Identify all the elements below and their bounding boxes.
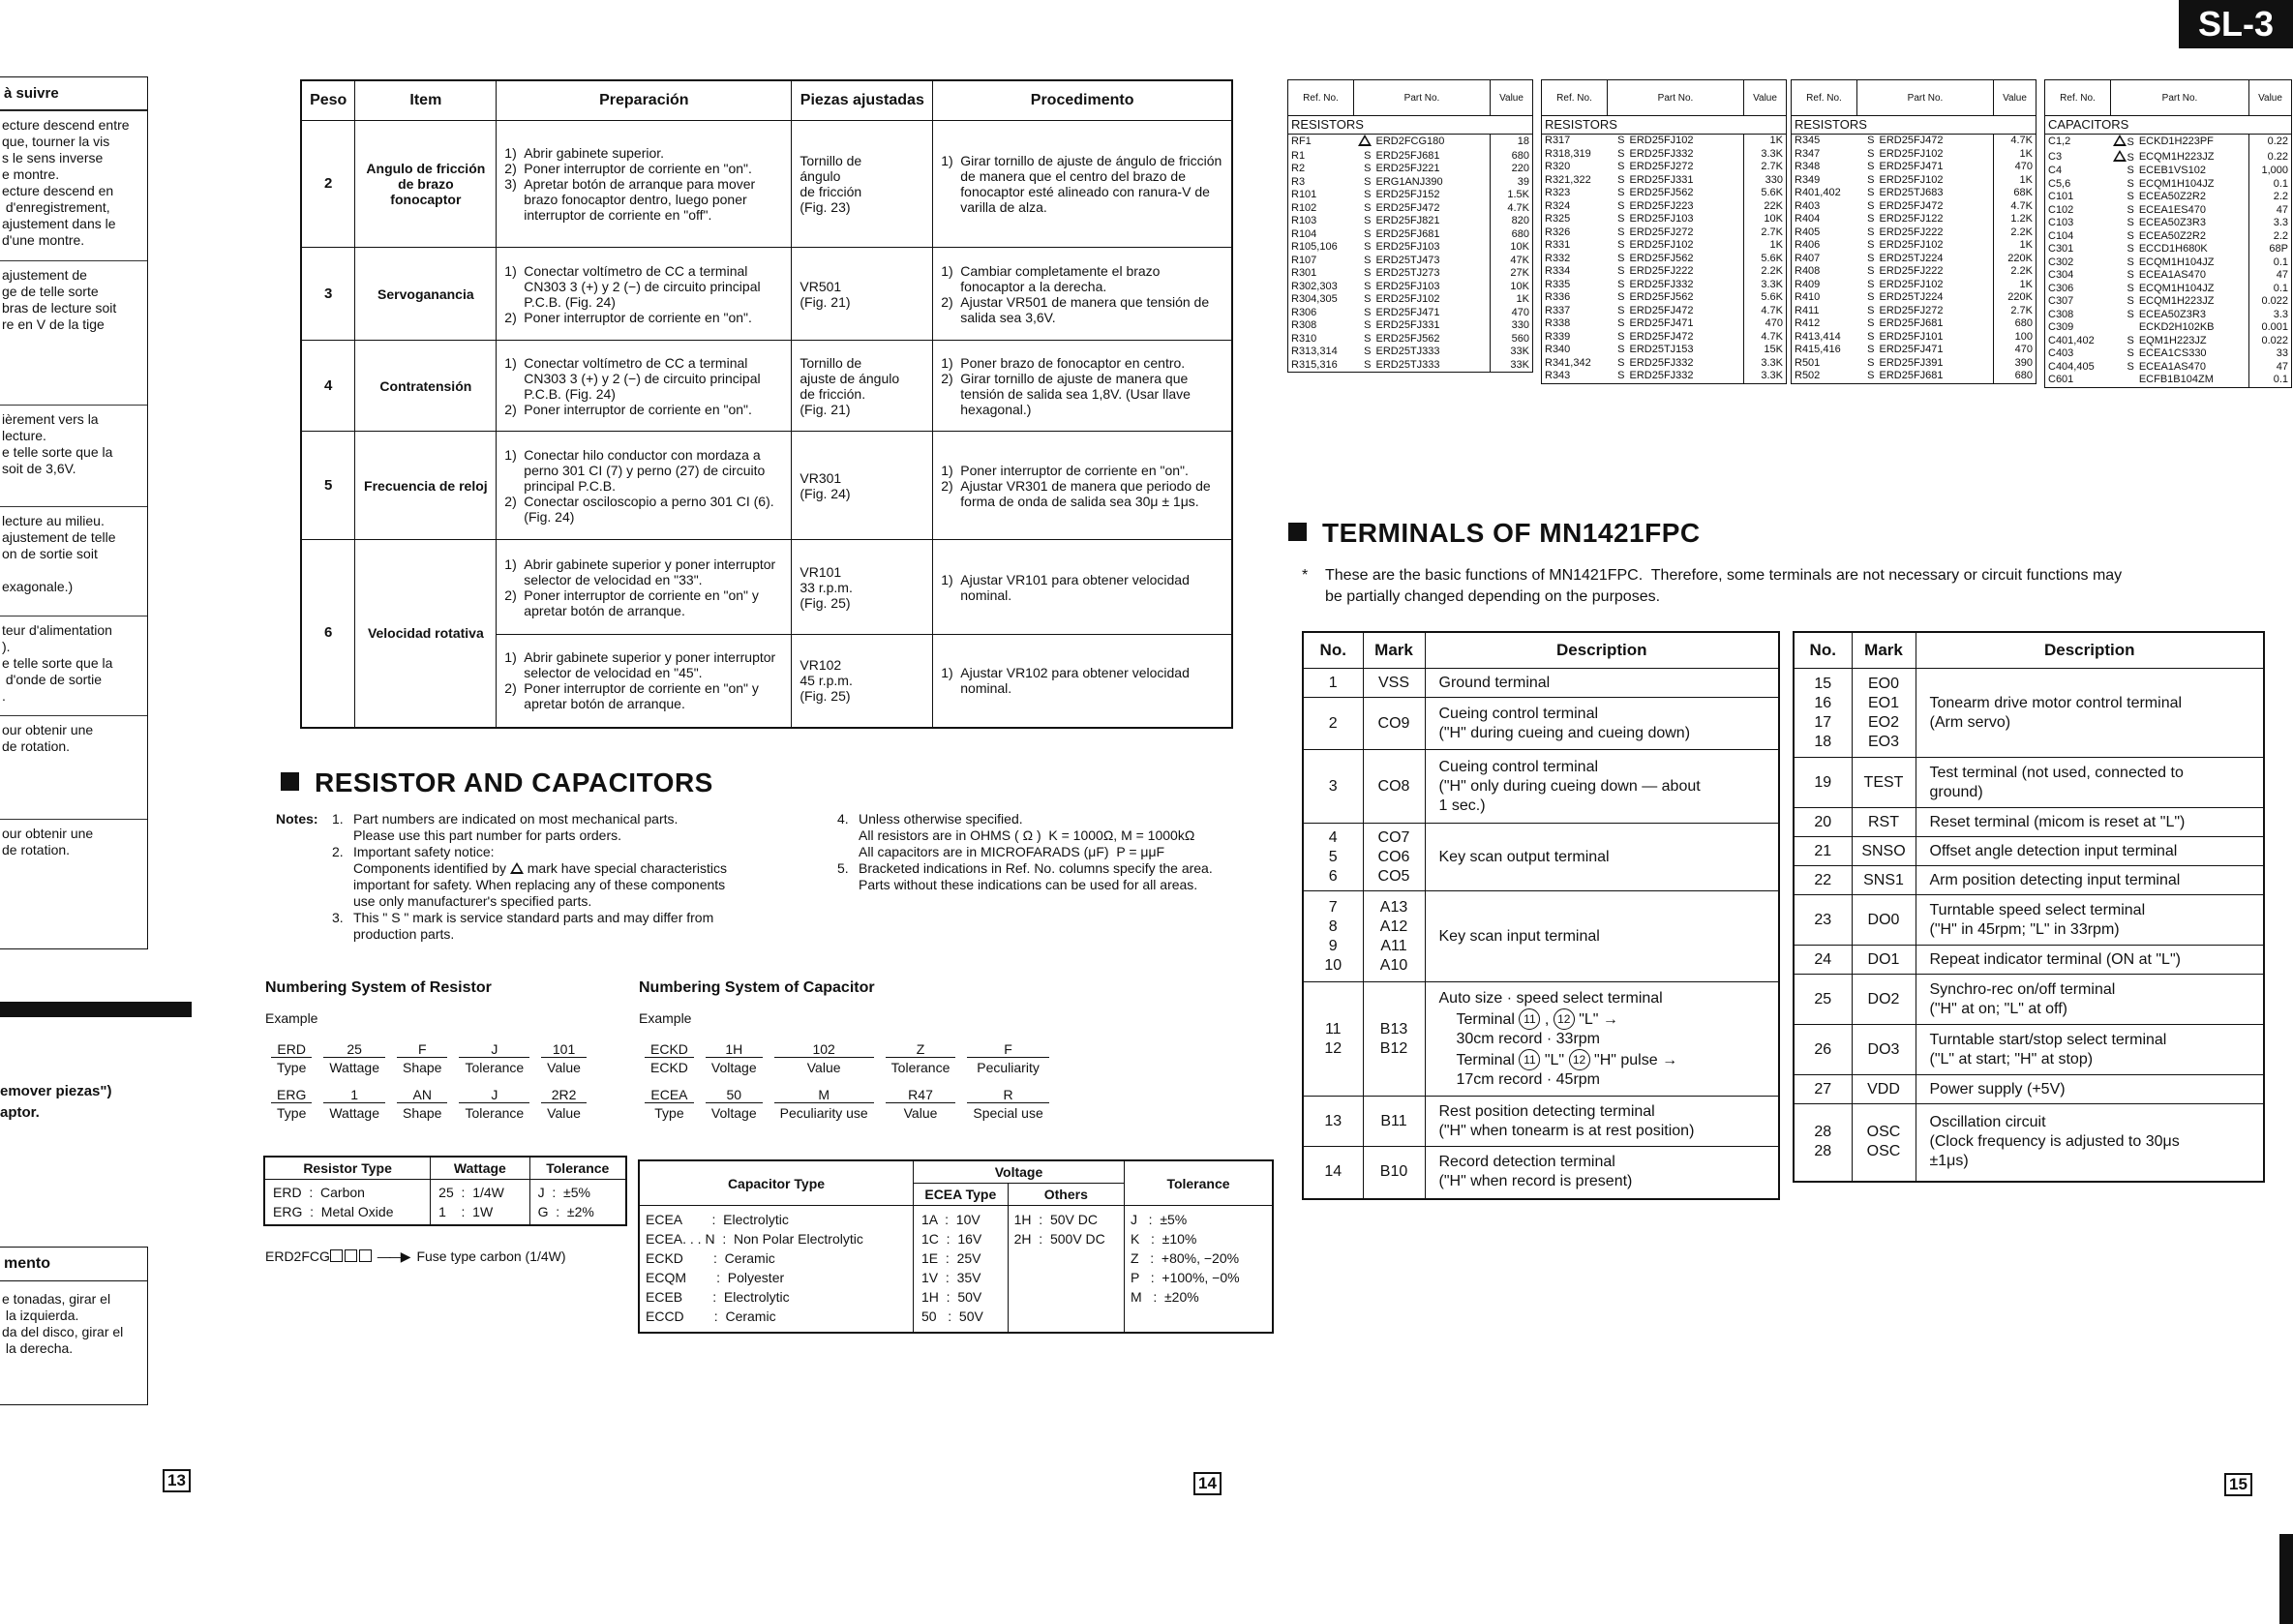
table-row: R105,106 S ERD25FJ103 10K (1288, 241, 1533, 255)
col-part-no: Part No. (1608, 80, 1744, 116)
table-row: R102 S ERD25FJ472 4.7K (1288, 202, 1533, 216)
table-row: C403 S ECEA1CS330 33 (2045, 347, 2292, 361)
col-ref-no: Ref. No. (1542, 80, 1608, 116)
left-section-7: our obtenir une de rotation. (0, 819, 147, 891)
table-row: R101 S ERD25FJ152 1.5K (1288, 189, 1533, 202)
table-row: R408 S ERD25FJ222 2.2K (1792, 265, 2037, 279)
col-value: Value (1994, 80, 2037, 116)
prep-cell (497, 121, 792, 248)
proc-step: 2) Girar tornillo de ajuste de manera que tensión de salida sea 1,8V. (Usar llave hexagonal.) (941, 370, 1191, 417)
resistor-numbering (265, 979, 598, 1127)
left-divider-bar (0, 1002, 192, 1017)
table-row: R324 S ERD25FJ223 22K (1542, 200, 1787, 214)
resistor-example-label: Example (265, 1010, 318, 1026)
terminals-header (1303, 632, 1779, 669)
col-item: Item (355, 80, 497, 121)
parts-list-table (1791, 79, 2037, 384)
table-row: 22 SNS1 Arm position detecting input terminal (1794, 866, 2264, 895)
table-row: C4 S ECEB1VS102 1,000 (2045, 165, 2292, 178)
table-row: 1 VSS Ground terminal (1303, 669, 1779, 698)
table-row: R411 S ERD25FJ272 2.7K (1792, 305, 2037, 318)
col-no: No. (1303, 632, 1363, 669)
table-row: C404,405 S ECEA1AS470 47 (2045, 361, 2292, 375)
table-row: R301 S ERD25TJ273 27K (1288, 267, 1533, 281)
note-2-body: Components identified by mark have special characteristics important for safety. When replacing any of these components use only manufacturer's specified parts. (353, 860, 727, 909)
left-remove-note: emover piezas") aptor. (0, 1083, 112, 1121)
left-column-header: à suivre (0, 77, 147, 110)
rt-col-type: Resistor Type (264, 1157, 431, 1180)
parts-list-table (1287, 79, 1533, 373)
table-row: R325 S ERD25FJ103 10K (1542, 213, 1787, 226)
table-row: R103 S ERD25FJ821 820 (1288, 215, 1533, 228)
parts-category: RESISTORS (1288, 116, 1533, 135)
terminals-note: * These are the basic functions of MN1421FPC. Therefore, some terminals are not necessary or circuit functions may be partially changed depending on the purposes. (1302, 567, 2123, 605)
capacitor-numbering (639, 979, 1061, 1127)
capacitor-example-label: Example (639, 1010, 692, 1026)
ct-col-tolerance: Tolerance (1125, 1160, 1274, 1206)
peso-cell: 2 (301, 121, 355, 248)
adjustment-table-header (301, 80, 1232, 121)
proc-cell (933, 121, 1232, 248)
piezas-cell: Tornillo de ajuste de ángulo de fricción. (Fig. 21) (792, 341, 933, 432)
proc-step: 1) Girar tornillo de ajuste de ángulo de fricción de manera que el centro del brazo de fonocaptor esté alineado con ranura-V de varilla de alza. (941, 153, 1222, 215)
note-5: 5. Bracketed indications in Ref. No. columns specify the area. Parts without these indications can be used for all areas. (837, 860, 1213, 892)
table-row: R410 S ERD25TJ224 220K (1792, 291, 2037, 305)
table-row: R335 S ERD25FJ332 3.3K (1542, 279, 1787, 292)
parts-category: RESISTORS (1542, 116, 1787, 135)
prep-step: 1) Conectar voltímetro de CC a terminal CN303 3 (+) y 2 (−) de circuito principal P.C.B. (Fig. 24) (504, 262, 761, 310)
table-row: R318,319 S ERD25FJ332 3.3K (1542, 148, 1787, 162)
item-cell: Contratensión (355, 341, 497, 432)
left-lower-box (0, 1247, 148, 1405)
item-cell: Angulo de fricción de brazo fonocaptor (355, 121, 497, 248)
table-row (301, 432, 1232, 540)
note-2: 2. Important safety notice: (332, 844, 495, 859)
peso-cell: 6 (301, 540, 355, 728)
table-row: 7 8 9 10 A13 A12 A11 A10 Key scan input terminal (1303, 891, 1779, 982)
table-row: R1 S ERD25FJ681 680 (1288, 150, 1533, 164)
col-peso: Peso (301, 80, 355, 121)
table-row: R107 S ERD25TJ473 47K (1288, 255, 1533, 268)
table-row: C306 S ECQM1H104JZ 0.1 (2045, 283, 2292, 296)
col-ref-no: Ref. No. (2045, 80, 2111, 116)
table-row: R415,416 S ERD25FJ471 470 (1792, 344, 2037, 357)
notes-left (276, 811, 779, 943)
table-row: R343 S ERD25FJ332 3.3K (1542, 370, 1787, 383)
terminals-title: TERMINALS OF MN1421FPC (1288, 518, 1701, 549)
arrow-right-icon: ——▶ (377, 1248, 409, 1264)
table-row: 13 B11 Rest position detecting terminal ("H" when tonearm is at rest position) (1303, 1097, 1779, 1147)
table-row: 4 5 6 CO7 CO6 CO5 Key scan output terminal (1303, 824, 1779, 891)
table-row: R336 S ERD25FJ562 5.6K (1542, 291, 1787, 305)
fuse-note: ERD2FCG ——▶ Fuse type carbon (1/4W) (265, 1248, 566, 1264)
prep-step: 3) Apretar botón de arranque para mover brazo fonocaptor dentro, luego poner interruptor de corriente en "off". (504, 176, 756, 223)
ct-ecea-values: 1A : 10V 1C : 16V 1E : 25V 1V : 35V 1H : 50V 50 : 50V (914, 1206, 1009, 1334)
col-part-no: Part No. (1354, 80, 1491, 116)
table-row: R407 S ERD25TJ224 220K (1792, 253, 2037, 266)
notes-right (837, 811, 1273, 893)
safety-triangle-icon (510, 862, 524, 874)
table-row: R306 S ERD25FJ471 470 (1288, 307, 1533, 320)
page-number-15: 15 (2224, 1473, 2252, 1496)
proc-step: 2) Ajustar VR501 de manera que tensión de salida sea 3,6V. (941, 293, 1210, 325)
model-badge: SL-3 (2179, 0, 2293, 48)
peso-cell: 4 (301, 341, 355, 432)
item-cell: Velocidad rotativa (355, 540, 497, 728)
ct-tolerance-values: J : ±5% K : ±10% Z : +80%, −20% P : +100%, −0% M : ±20% (1125, 1206, 1274, 1334)
table-row: C5,6 S ECQM1H104JZ 0.1 (2045, 178, 2292, 192)
left-lower-text: e tonadas, girar el la izquierda. da del disco, girar el la derecha. (2, 1291, 124, 1356)
terminal-11-circle: 11 (1519, 1049, 1540, 1070)
rt-type-values: ERD : Carbon ERG : Metal Oxide (264, 1180, 431, 1226)
prep-cell (497, 635, 792, 728)
prep-step: 1) Abrir gabinete superior y poner interruptor selector de velocidad en "45". (504, 649, 776, 681)
table-row (301, 341, 1232, 432)
table-row: R2 S ERD25FJ221 220 (1288, 163, 1533, 176)
table-row: R501 S ERD25FJ391 390 (1792, 357, 2037, 371)
table-row: R337 S ERD25FJ472 4.7K (1542, 305, 1787, 318)
proc-step: 1) Cambiar completamente el brazo fonocaptor a la derecha. (941, 262, 1161, 294)
table-row: 23 DO0 Turntable speed select terminal ("H" in 45rpm; "L" in 33rpm) (1794, 895, 2264, 946)
resistor-numbering-table: ERD 25 F J 101 Type Wattage Shape Tolerance Value ERG 1 AN J 2R2 Type Wattage Shape Tolerance Value (259, 1036, 598, 1127)
table-row: C103 S ECEA50Z3R3 3.3 (2045, 217, 2292, 230)
table-row: R304,305 S ERD25FJ102 1K (1288, 293, 1533, 307)
table-row: R406 S ERD25FJ102 1K (1792, 239, 2037, 253)
piezas-cell: VR501 (Fig. 21) (792, 248, 933, 341)
terminals-table-left (1302, 631, 1780, 1200)
table-row: C309 ECKD2H102KB 0.001 (2045, 321, 2292, 335)
table-row: R338 S ERD25FJ471 470 (1542, 317, 1787, 331)
safety-triangle-icon (2113, 135, 2127, 146)
proc-cell (933, 248, 1232, 341)
prep-step: 1) Abrir gabinete superior y poner interruptor selector de velocidad en "33". (504, 556, 776, 587)
col-part-no: Part No. (1857, 80, 1994, 116)
prep-cell (497, 540, 792, 635)
table-row: R332 S ERD25FJ562 5.6K (1542, 253, 1787, 266)
table-row: R104 S ERD25FJ681 680 (1288, 228, 1533, 242)
ct-col-others: Others (1008, 1184, 1124, 1206)
section-square-icon (281, 772, 299, 791)
table-row: C401,402 S EQM1H223JZ 0.022 (2045, 335, 2292, 348)
note-1: 1. Part numbers are indicated on most mechanical parts. Please use this part number for parts orders. (332, 811, 679, 843)
col-piezas: Piezas ajustadas (792, 80, 933, 121)
section-square-icon (1288, 523, 1307, 541)
edge-bar (2279, 1534, 2293, 1624)
table-row: C3 S ECQM1H223JZ 0.22 (2045, 150, 2292, 165)
table-row: R401,402 S ERD25TJ683 68K (1792, 187, 2037, 200)
terminal-12-circle: 12 (1569, 1049, 1590, 1070)
table-row: C1,2 S ECKD1H223PF 0.22 (2045, 135, 2292, 150)
table-row: R3 S ERG1ANJ390 39 (1288, 176, 1533, 190)
item-cell: Servoganancia (355, 248, 497, 341)
table-row: 19 TEST Test terminal (not used, connected to ground) (1794, 758, 2264, 808)
table-row: 14 B10 Record detection terminal ("H" when record is present) (1303, 1147, 1779, 1199)
terminals-header (1794, 632, 2264, 669)
prep-step: 2) Poner interruptor de corriente en "on" y apretar botón de arranque. (504, 680, 759, 712)
note-4: 4. Unless otherwise specified. All resistors are in OHMS ( Ω ) K = 1000Ω, M = 1000kΩ All capacitors are in MICROFARADS (μF) P = μμF (837, 811, 1195, 859)
table-row: 26 DO3 Turntable start/stop select terminal ("L" at start; "H" at stop) (1794, 1025, 2264, 1075)
proc-cell (933, 341, 1232, 432)
col-ref-no: Ref. No. (1288, 80, 1354, 116)
left-section-6: our obtenir une de rotation. (0, 715, 147, 819)
col-preparacion: Preparación (497, 80, 792, 121)
piezas-cell: VR101 33 r.p.m. (Fig. 25) (792, 540, 933, 635)
rt-col-tolerance: Tolerance (529, 1157, 626, 1180)
table-row: 28 28 OSC OSC Oscillation circuit (Clock frequency is adjusted to 30μs ±1μs) (1794, 1104, 2264, 1182)
rt-wattage-values: 25 : 1/4W 1 : 1W (431, 1180, 529, 1226)
table-row: C301 S ECCD1H680K 68P (2045, 243, 2292, 256)
prep-step: 1) Conectar voltímetro de CC a terminal CN303 3 (+) y 2 (−) de circuito principal P.C.B. (Fig. 24) (504, 354, 761, 402)
proc-step: 1) Ajustar VR101 para obtener velocidad nominal. (941, 571, 1190, 603)
col-value: Value (1744, 80, 1787, 116)
table-row: R331 S ERD25FJ102 1K (1542, 239, 1787, 253)
prep-cell (497, 248, 792, 341)
left-lower-header: mento (0, 1248, 147, 1281)
prep-step: 2) Poner interruptor de corriente en "on". (504, 401, 752, 417)
left-continuation-box (0, 76, 148, 949)
safety-triangle-icon (2113, 150, 2127, 162)
terminal-12-circle: 12 (1554, 1008, 1575, 1030)
table-row: C601 ECFB1B104ZM 0.1 (2045, 374, 2292, 387)
col-value: Value (2249, 80, 2292, 116)
terminal-11-circle: 11 (1519, 1008, 1540, 1030)
proc-step: 1) Ajustar VR102 para obtener velocidad nominal. (941, 665, 1190, 697)
prep-step: 2) Poner interruptor de corriente en "on" y apretar botón de arranque. (504, 586, 759, 618)
table-row: R308 S ERD25FJ331 330 (1288, 319, 1533, 333)
prep-step: 1) Abrir gabinete superior. (504, 145, 665, 161)
table-row: C302 S ECQM1H104JZ 0.1 (2045, 256, 2292, 270)
table-row: R317 S ERD25FJ102 1K (1542, 135, 1787, 148)
table-row: R320 S ERD25FJ272 2.7K (1542, 161, 1787, 174)
table-row: 11 12 B13 B12 Auto size · speed select terminal Terminal 11 , 12 "L" → 30cm record · 33rpm Terminal 11 "L" 12 "H" pulse → 17cm record · 45rpm (1303, 982, 1779, 1097)
rt-col-wattage: Wattage (431, 1157, 529, 1180)
safety-triangle-icon (1358, 135, 1372, 146)
table-row: R502 S ERD25FJ681 680 (1792, 370, 2037, 383)
table-row: C307 S ECQM1H223JZ 0.022 (2045, 295, 2292, 309)
resistor-section-title: RESISTOR AND CAPACITORS (281, 767, 713, 798)
table-row: 20 RST Reset terminal (micom is reset at "L") (1794, 808, 2264, 837)
table-row: R310 S ERD25FJ562 560 (1288, 333, 1533, 346)
col-value: Value (1491, 80, 1533, 116)
proc-step: 1) Poner brazo de fonocaptor en centro. (941, 354, 1186, 371)
capacitor-numbering-table: ECKD 1H 102 Z F ECKD Voltage Value Tolerance Peculiarity ECEA 50 M R47 R Type Voltage Peculiarity use Value Special use (633, 1036, 1061, 1127)
piezas-cell: Tornillo de ángulo de fricción (Fig. 23) (792, 121, 933, 248)
proc-cell (933, 432, 1232, 540)
prep-step: 2) Conectar osciloscopio a perno 301 CI (6). (Fig. 24) (504, 493, 774, 525)
table-row: R409 S ERD25FJ102 1K (1792, 279, 2037, 292)
note-3: 3. This " S " mark is service standard parts and may differ from production parts. (332, 910, 714, 942)
table-row: R404 S ERD25FJ122 1.2K (1792, 213, 2037, 226)
col-description: Description (1425, 632, 1779, 669)
ct-type-values: ECEA : Electrolytic ECEA. . . N : Non Polar Electrolytic ECKD : Ceramic ECQM : Polyester ECEB : Electrolytic ECCD : Ceramic (639, 1206, 914, 1334)
col-part-no: Part No. (2111, 80, 2249, 116)
table-row: R340 S ERD25TJ153 15K (1542, 344, 1787, 357)
table-row: R348 S ERD25FJ471 470 (1792, 161, 2037, 174)
prep-step: 2) Poner interruptor de corriente en "on". (504, 161, 752, 176)
table-row: R302,303 S ERD25FJ103 10K (1288, 281, 1533, 294)
col-mark: Mark (1852, 632, 1916, 669)
table-row: C304 S ECEA1AS470 47 (2045, 269, 2292, 283)
table-row: C101 S ECEA50Z2R2 2.2 (2045, 191, 2292, 204)
table-row: C102 S ECEA1ES470 47 (2045, 204, 2292, 218)
col-description: Description (1916, 632, 2264, 669)
table-row: R326 S ERD25FJ272 2.7K (1542, 226, 1787, 240)
piezas-cell: VR301 (Fig. 24) (792, 432, 933, 540)
col-procedimento: Procedimento (933, 80, 1232, 121)
resistor-numbering-title: Numbering System of Resistor (265, 979, 492, 996)
table-row: 21 SNSO Offset angle detection input terminal (1794, 837, 2264, 866)
table-row: RF1 ERD2FCG180 18 (1288, 135, 1533, 150)
table-row: R413,414 S ERD25FJ101 100 (1792, 331, 2037, 345)
table-row (301, 248, 1232, 341)
prep-step: 1) Conectar hilo conductor con mordaza a perno 301 CI (7) y perno (27) de circuito principal P.C.B. (504, 446, 766, 494)
peso-cell: 5 (301, 432, 355, 540)
table-row: 2 CO9 Cueing control terminal ("H" during cueing and cueing down) (1303, 698, 1779, 750)
table-row: R323 S ERD25FJ562 5.6K (1542, 187, 1787, 200)
peso-cell: 3 (301, 248, 355, 341)
prep-step: 2) Poner interruptor de corriente en "on". (504, 309, 752, 325)
table-row: R313,314 S ERD25TJ333 33K (1288, 346, 1533, 359)
col-no: No. (1794, 632, 1852, 669)
proc-cell (933, 540, 1232, 635)
auto-size-description: Auto size · speed select terminal Terminal 11 , 12 "L" → 30cm record · 33rpm Terminal 11 "L" 12 "H" pulse → 17cm record · 45rpm (1425, 982, 1779, 1097)
capacitor-numbering-title: Numbering System of Capacitor (639, 979, 875, 996)
proc-cell (933, 635, 1232, 728)
table-row (301, 540, 1232, 635)
page-number-13: 13 (163, 1469, 191, 1492)
table-row: C104 S ECEA50Z2R2 2.2 (2045, 230, 2292, 244)
item-cell: Frecuencia de reloj (355, 432, 497, 540)
ct-col-type: Capacitor Type (639, 1160, 914, 1206)
terminals-table-right (1793, 631, 2265, 1183)
prep-cell (497, 432, 792, 540)
table-row: R315,316 S ERD25TJ333 33K (1288, 359, 1533, 373)
parts-list-table (2044, 79, 2292, 388)
proc-step: 2) Ajustar VR301 de manera que periodo de forma de onda de salida sea 30μ ± 1μs. (941, 477, 1211, 509)
table-row: R341,342 S ERD25FJ332 3.3K (1542, 357, 1787, 371)
table-row: 25 DO2 Synchro-rec on/off terminal ("H" at on; "L" at off) (1794, 975, 2264, 1025)
left-section-5: teur d'alimentation ). e telle sorte que la d'onde de sortie . (0, 616, 147, 715)
table-row (301, 121, 1232, 248)
piezas-cell: VR102 45 r.p.m. (Fig. 25) (792, 635, 933, 728)
proc-step: 1) Poner interruptor de corriente en "on". (941, 462, 1189, 478)
col-ref-no: Ref. No. (1792, 80, 1857, 116)
table-row: R403 S ERD25FJ472 4.7K (1792, 200, 2037, 214)
parts-category: CAPACITORS (2045, 116, 2292, 135)
table-row: 27 VDD Power supply (+5V) (1794, 1075, 2264, 1104)
adjustment-table (300, 79, 1233, 729)
left-section-2: ajustement de ge de telle sorte bras de lecture soit re en V de la tige (0, 260, 147, 405)
table-row: R349 S ERD25FJ102 1K (1792, 174, 2037, 188)
resistor-type-table (263, 1156, 627, 1226)
notes-label: Notes: (276, 811, 318, 827)
capacitor-type-table (638, 1159, 1274, 1334)
table-row: R347 S ERD25FJ102 1K (1792, 148, 2037, 162)
left-section-4: lecture au milieu. ajustement de telle on de sortie soit exagonale.) (0, 506, 147, 616)
table-row: 3 CO8 Cueing control terminal ("H" only during cueing down — about 1 sec.) (1303, 750, 1779, 824)
table-row: R345 S ERD25FJ472 4.7K (1792, 135, 2037, 148)
prep-cell (497, 341, 792, 432)
table-row: R334 S ERD25FJ222 2.2K (1542, 265, 1787, 279)
ct-col-ecea: ECEA Type (914, 1184, 1009, 1206)
table-row: C308 S ECEA50Z3R3 3.3 (2045, 309, 2292, 322)
table-row: 15 16 17 18 EO0 EO1 EO2 EO3 Tonearm drive motor control terminal (Arm servo) (1794, 669, 2264, 758)
parts-category: RESISTORS (1792, 116, 2037, 135)
table-row: R321,322 S ERD25FJ331 330 (1542, 174, 1787, 188)
table-row: R412 S ERD25FJ681 680 (1792, 317, 2037, 331)
col-mark: Mark (1363, 632, 1425, 669)
table-row: R405 S ERD25FJ222 2.2K (1792, 226, 2037, 240)
ct-col-voltage: Voltage (914, 1160, 1125, 1184)
ct-others-values: 1H : 50V DC 2H : 500V DC (1008, 1206, 1124, 1334)
left-section-1: ecture descend entre que, tourner la vis s le sens inverse e montre. ecture descend en d'enregistrement, ajustement dans le d'une montre. (0, 110, 147, 260)
table-row: 24 DO1 Repeat indicator terminal (ON at "L") (1794, 946, 2264, 975)
rt-tolerance-values: J : ±5% G : ±2% (529, 1180, 626, 1226)
parts-list-table (1541, 79, 1787, 384)
table-row: R339 S ERD25FJ472 4.7K (1542, 331, 1787, 345)
page-number-14: 14 (1193, 1472, 1222, 1495)
left-section-3: ièrement vers la lecture. e telle sorte que la soit de 3,6V. (0, 405, 147, 506)
